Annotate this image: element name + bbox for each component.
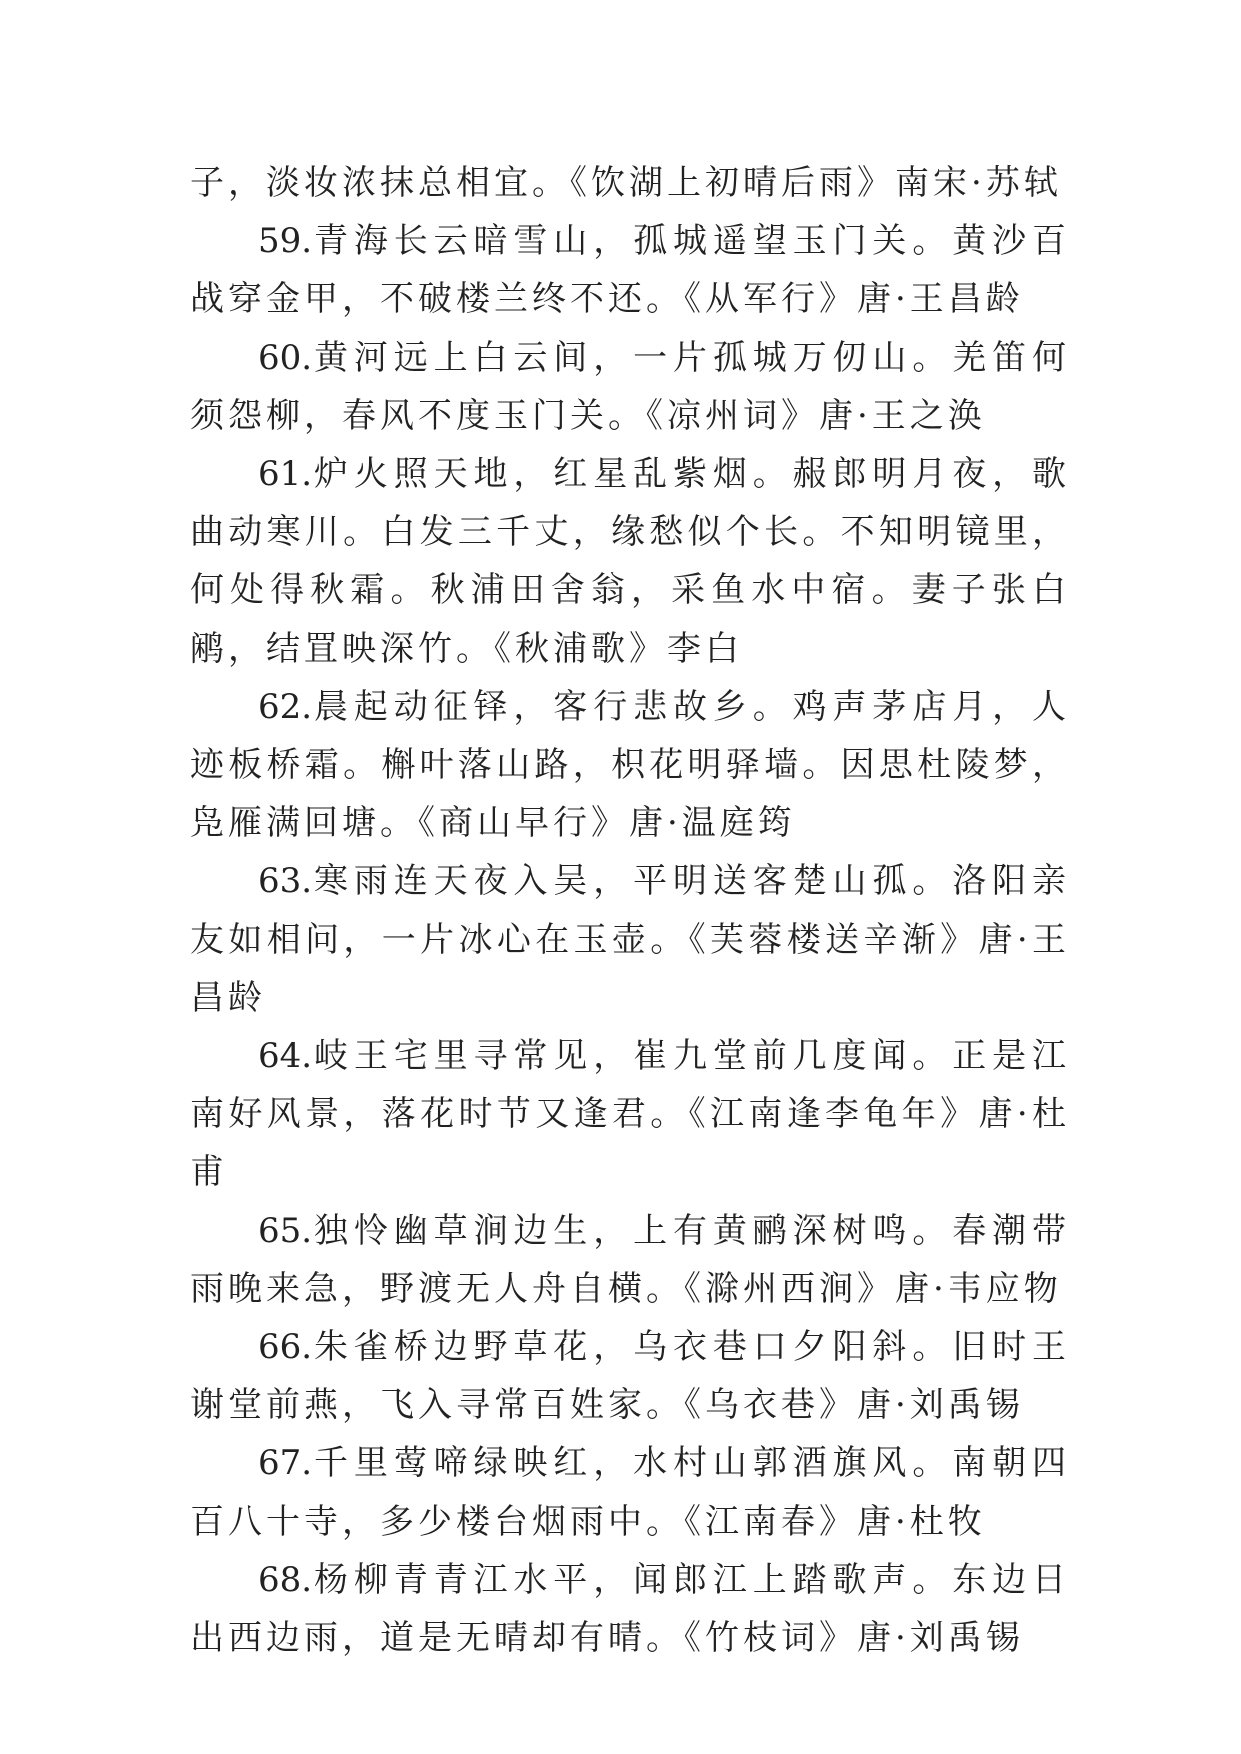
- poem-paragraph-68: [190, 1551, 1070, 1667]
- poem-text: 杨柳青青江水平，闻郎江上踏歌声。东边日出西边雨，道是无晴却有晴。《竹枝词》唐·刘禹锡: [190, 1559, 1070, 1659]
- poem-number: 68.: [258, 1559, 313, 1600]
- poem-text: 子，淡妆浓抹总相宜。《饮湖上初晴后雨》南宋·苏轼: [190, 163, 1062, 203]
- poem-text: 朱雀桥边野草花，乌衣巷口夕阳斜。旧时王谢堂前燕，飞入寻常百姓家。《乌衣巷》唐·刘禹锡: [190, 1327, 1070, 1426]
- poem-text: 岐王宅里寻常见，崔九堂前几度闻。正是江南好风景，落花时节又逢君。《江南逢李龟年》唐·杜甫: [190, 1036, 1070, 1193]
- poem-text: 寒雨连天夜入吴，平明送客楚山孤。洛阳亲友如相问，一片冰心在玉壶。《芙蓉楼送辛渐》唐·王昌龄: [190, 861, 1070, 1018]
- poem-number: 64.: [258, 1036, 313, 1077]
- poem-paragraph-66: [190, 1318, 1070, 1434]
- poem-number: 60.: [258, 337, 313, 378]
- poem-number: 59.: [258, 221, 313, 262]
- poem-text: 黄河远上白云间，一片孤城万仞山。羌笛何须怨柳，春风不度玉门关。《凉州词》唐·王之涣: [190, 337, 1070, 436]
- poem-number: 62.: [258, 686, 313, 727]
- poem-number: 67.: [258, 1443, 313, 1484]
- poem-text: 独怜幽草涧边生，上有黄鹂深树鸣。春潮带雨晚来急，野渡无人舟自横。《滁州西涧》唐·韦应物: [190, 1210, 1070, 1309]
- poem-paragraph-60: [190, 329, 1070, 445]
- poem-paragraph-63: [190, 852, 1070, 1027]
- poem-number: 66.: [258, 1327, 313, 1368]
- poem-text: 千里莺啼绿映红，水村山郭酒旗风。南朝四百八十寺，多少楼台烟雨中。《江南春》唐·杜牧: [190, 1443, 1070, 1542]
- poem-text: 炉火照天地，红星乱紫烟。赧郎明月夜，歌曲动寒川。白发三千丈，缘愁似个长。不知明镜里，何处得秋霜。秋浦田舍翁，采鱼水中宿。妻子张白鹇，结罝映深竹。《秋浦歌》李白: [190, 454, 1070, 669]
- poem-paragraph-64: [190, 1027, 1070, 1202]
- poem-paragraph-61: [190, 445, 1070, 678]
- poem-paragraph-65: [190, 1202, 1070, 1318]
- poem-paragraph-continuation: [190, 154, 1070, 212]
- poem-number: 61.: [258, 454, 313, 495]
- poem-paragraph-59: [190, 212, 1070, 328]
- poem-number: 63.: [258, 861, 313, 902]
- poem-number: 65.: [258, 1210, 313, 1251]
- poem-paragraph-67: [190, 1434, 1070, 1550]
- poem-list: [190, 154, 1070, 1667]
- poem-paragraph-62: [190, 678, 1070, 853]
- poem-text: 青海长云暗雪山，孤城遥望玉门关。黄沙百战穿金甲，不破楼兰终不还。《从军行》唐·王昌龄: [190, 221, 1070, 320]
- poem-text: 晨起动征铎，客行悲故乡。鸡声茅店月，人迹板桥霜。槲叶落山路，枳花明驿墙。因思杜陵梦，凫雁满回塘。《商山早行》唐·温庭筠: [190, 686, 1070, 844]
